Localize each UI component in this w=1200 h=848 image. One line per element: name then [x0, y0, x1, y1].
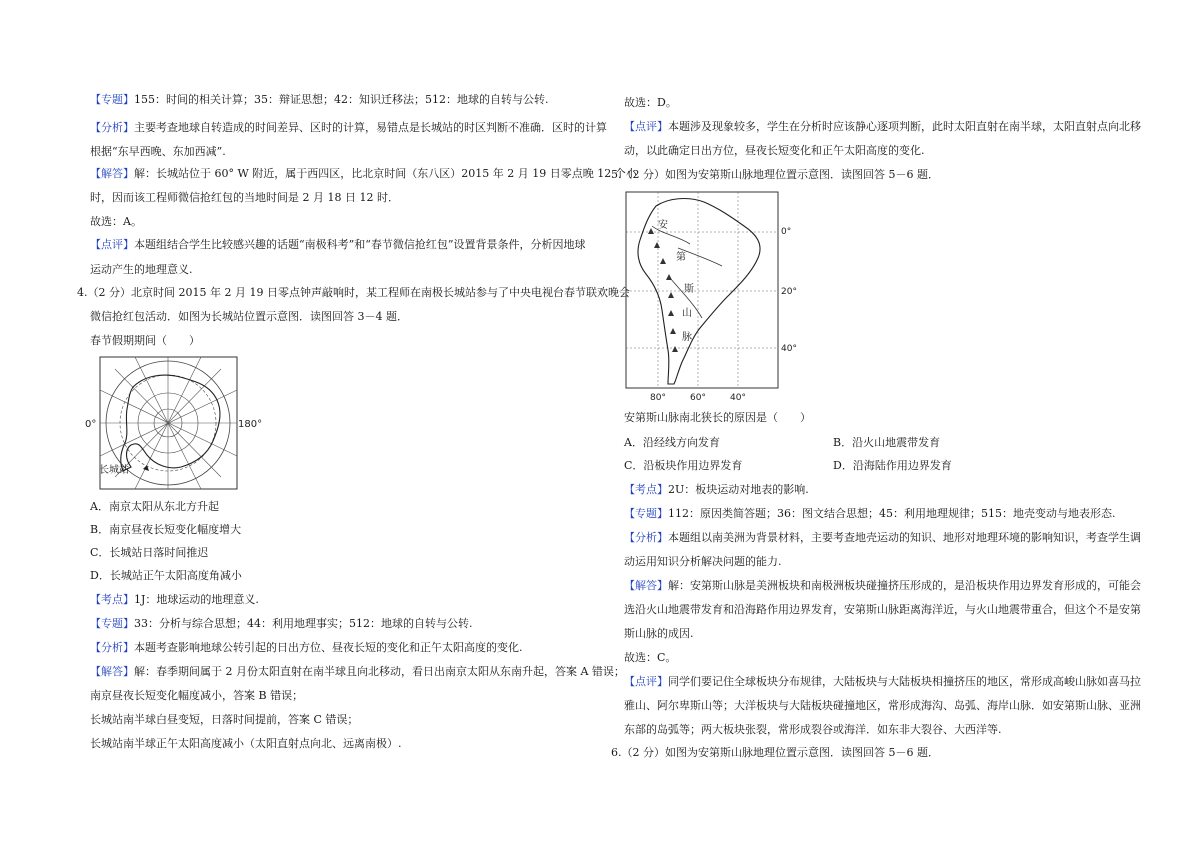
- option-4b: B．南京昼夜长短变化幅度增大: [90, 523, 242, 536]
- answer-tag-4: 【解答】: [90, 665, 134, 678]
- comment-line-r-2: 动，以此确定日出方位，昼夜长短变化和正午太阳高度的变化.: [624, 144, 925, 157]
- point-text-5: 2U：板块运动对地表的影响.: [668, 483, 809, 496]
- label-lon-60: 60°: [690, 393, 706, 403]
- question-6-line-1: 6.（2 分）如图为安第斯山脉地理位置示意图．读图回答 5－6 题．: [611, 746, 939, 759]
- andes-location-map: [618, 188, 803, 408]
- comment-tag-r: 【点评】: [624, 120, 668, 133]
- topic-line-4: [90, 617, 472, 631]
- char-shan: 山: [682, 308, 692, 319]
- comment-line-5-3: 东部的岛弧等；两大板块张裂，常形成裂谷或海洋．如东非大裂谷、大西洋等.: [624, 723, 1002, 736]
- option-5b: B．沿火山地震带发育: [833, 436, 941, 449]
- point-text-4: 1J：地球运动的地理意义.: [134, 593, 259, 606]
- question-4-stem: 春节假期期间（ ）: [90, 334, 200, 347]
- answer-line: [90, 167, 637, 181]
- answer-line-4-2: 南京昼夜长短变化幅度减小，答案 B 错误；: [90, 689, 304, 702]
- answer-line-4-4: 长城站南半球正午太阳高度减小（太阳直射点向北、远离南极）.: [90, 737, 402, 750]
- rivers: [652, 226, 722, 318]
- answer-line-5: [624, 579, 1141, 593]
- comment-line-5: [624, 675, 1141, 689]
- answer-line-4: [90, 665, 625, 679]
- analysis-line-4: [90, 641, 523, 655]
- char-di: 第: [676, 252, 686, 263]
- question-4-line-2: 微信抢红包活动．如图为长城站位置示意图．读图回答 3－4 题．: [90, 310, 408, 323]
- point-line-4: [90, 593, 259, 607]
- option-5a: A．沿经线方向发育: [624, 436, 720, 449]
- comment-line-r: [624, 120, 1141, 134]
- topic-text-4: 33：分析与综合思想；44：利用地理事实；512：地球的自转与公转.: [134, 617, 473, 630]
- option-4c: C．长城站日落时间推迟: [90, 546, 209, 559]
- question-5-line-1: 5.（2 分）如图为安第斯山脉地理位置示意图．读图回答 5－6 题．: [611, 168, 939, 181]
- analysis-text: 主要考查地球自转造成的时间差异、区时的计算，易错点是长城站的时区判断不准确．区时的计算: [134, 121, 607, 134]
- map2-grid: [626, 192, 778, 388]
- topic-tag-5: 【专题】: [624, 507, 668, 520]
- answer-line-4-3: 长城站南半球白昼变短，日落时间提前，答案 C 错误；: [90, 713, 359, 726]
- char-mai: 脉: [682, 332, 692, 343]
- answer-text-4: 解：春季期间属于 2 月份太阳直射在南半球且向北移动，看日出南京太阳从东南升起，答案 A 错误；: [134, 665, 625, 678]
- analysis-line-5: [624, 531, 1141, 545]
- analysis-line-5-2: 动运用知识分析解决问题的能力.: [624, 555, 782, 568]
- comment-text-r: 本题涉及现象较多，学生在分析时应该静心逐项判断，此时太阳直射在南半球，太阳直射点向北移: [668, 120, 1141, 133]
- answer-line-5-2: 选沿火山地震带发育和沿海路作用边界发育，安第斯山脉距离海洋近，与火山地震带重合，但这个不是安第: [624, 603, 1141, 616]
- label-great-wall-station: 长城站: [99, 465, 129, 476]
- topic-line: [90, 93, 548, 107]
- comment-tag-5: 【点评】: [624, 675, 668, 688]
- analysis-text-4: 本题考查影响地球公转引起的日出方位、昼夜长短的变化和正午太阳高度的变化.: [134, 641, 523, 654]
- choice-line-r: 故选：D。: [624, 96, 677, 109]
- label-lat-40: 40°: [781, 344, 797, 354]
- answer-text: 解：长城站位于 60° W 附近，属于西四区，比北京时间（东八区）2015 年 2 月 19 日零点晚 12 个小: [134, 167, 637, 180]
- analysis-tag-4: 【分析】: [90, 641, 134, 654]
- answer-line-2: 时，因而该工程师微信抢红包的当地时间是 2 月 18 日 12 时．: [90, 191, 399, 204]
- answer-text-5: 解：安第斯山脉是美洲板块和南极洲板块碰撞挤压形成的，是沿板块作用边界发育形成的，可能会: [668, 579, 1141, 592]
- label-0-degree: 0°: [85, 419, 97, 430]
- question-5-stem: 安第斯山脉南北狭长的原因是（ ）: [624, 411, 811, 424]
- point-tag-4: 【考点】: [90, 593, 134, 606]
- choice-line-5: 故选：C。: [624, 651, 677, 664]
- answer-tag-5: 【解答】: [624, 579, 668, 592]
- comment-line-5-2: 雅山、阿尔卑斯山等；大洋板块与大陆板块碰撞地区，常形成海沟、岛弧、海岸山脉．如安第斯山脉、亚洲: [624, 699, 1141, 712]
- point-line-5: [624, 483, 809, 497]
- option-4d: D．长城站正午太阳高度角减小: [90, 569, 242, 582]
- comment-text-5: 同学们要记住全球板块分布规律，大陆板块与大陆板块相撞挤压的地区，常形成高峻山脉如喜马拉: [668, 675, 1141, 688]
- comment-line: [90, 238, 586, 252]
- analysis-line: [90, 121, 607, 135]
- analysis-line-2: 根据“东早西晚、东加西减”.: [90, 145, 226, 158]
- char-an: 安: [658, 220, 668, 231]
- station-marker-icon: [143, 465, 149, 471]
- option-5c: C．沿板块作用边界发育: [624, 459, 743, 472]
- topic-text: 155：时间的相关计算；35：辩证思想；42：知识迁移法；512：地球的自转与公转.: [134, 93, 549, 106]
- question-4-line-1: 4.（2 分）北京时间 2015 年 2 月 19 日零点钟声敲响时，某工程师在南极长城站参与了中央电视台春节联欢晚会: [77, 286, 630, 299]
- andes-mountain-icons: [648, 228, 678, 352]
- topic-tag: 【专题】: [90, 93, 134, 106]
- antarctic-station-map: [85, 355, 265, 495]
- comment-line-2: 运动产生的地理意义.: [90, 263, 193, 276]
- label-lat-0: 0°: [781, 227, 792, 237]
- option-5d: D．沿海陆作用边界发育: [833, 459, 952, 472]
- label-lon-40: 40°: [730, 393, 746, 403]
- answer-tag: 【解答】: [90, 167, 134, 180]
- topic-text-5: 112：原因类简答题；36：图文结合思想；45：利用地理规律；515：地壳变动与地表形态.: [668, 507, 1116, 520]
- analysis-text-5: 本题组以南美洲为背景材料，主要考查地壳运动的知识、地形对地理环境的影响知识，考查学生调: [668, 531, 1141, 544]
- label-lat-20: 20°: [781, 287, 797, 297]
- analysis-tag-5: 【分析】: [624, 531, 668, 544]
- choice-line: 故选：A。: [90, 215, 142, 228]
- map2-frame: [626, 192, 778, 388]
- topic-line-5: [624, 507, 1115, 521]
- point-tag-5: 【考点】: [624, 483, 668, 496]
- label-lon-80: 80°: [650, 393, 666, 403]
- topic-tag-4: 【专题】: [90, 617, 134, 630]
- char-si: 斯: [684, 284, 694, 295]
- answer-line-5-3: 斯山脉的成因.: [624, 627, 694, 640]
- option-4a: A．南京太阳从东北方升起: [90, 500, 219, 513]
- analysis-tag: 【分析】: [90, 121, 134, 134]
- south-america-outline: [638, 199, 760, 384]
- comment-tag: 【点评】: [90, 238, 134, 251]
- label-180-degree: 180°: [238, 419, 263, 430]
- comment-text: 本题组结合学生比较感兴趣的话题“南极科考”和“春节微信抢红包”设置背景条件，分析因地球: [134, 238, 586, 251]
